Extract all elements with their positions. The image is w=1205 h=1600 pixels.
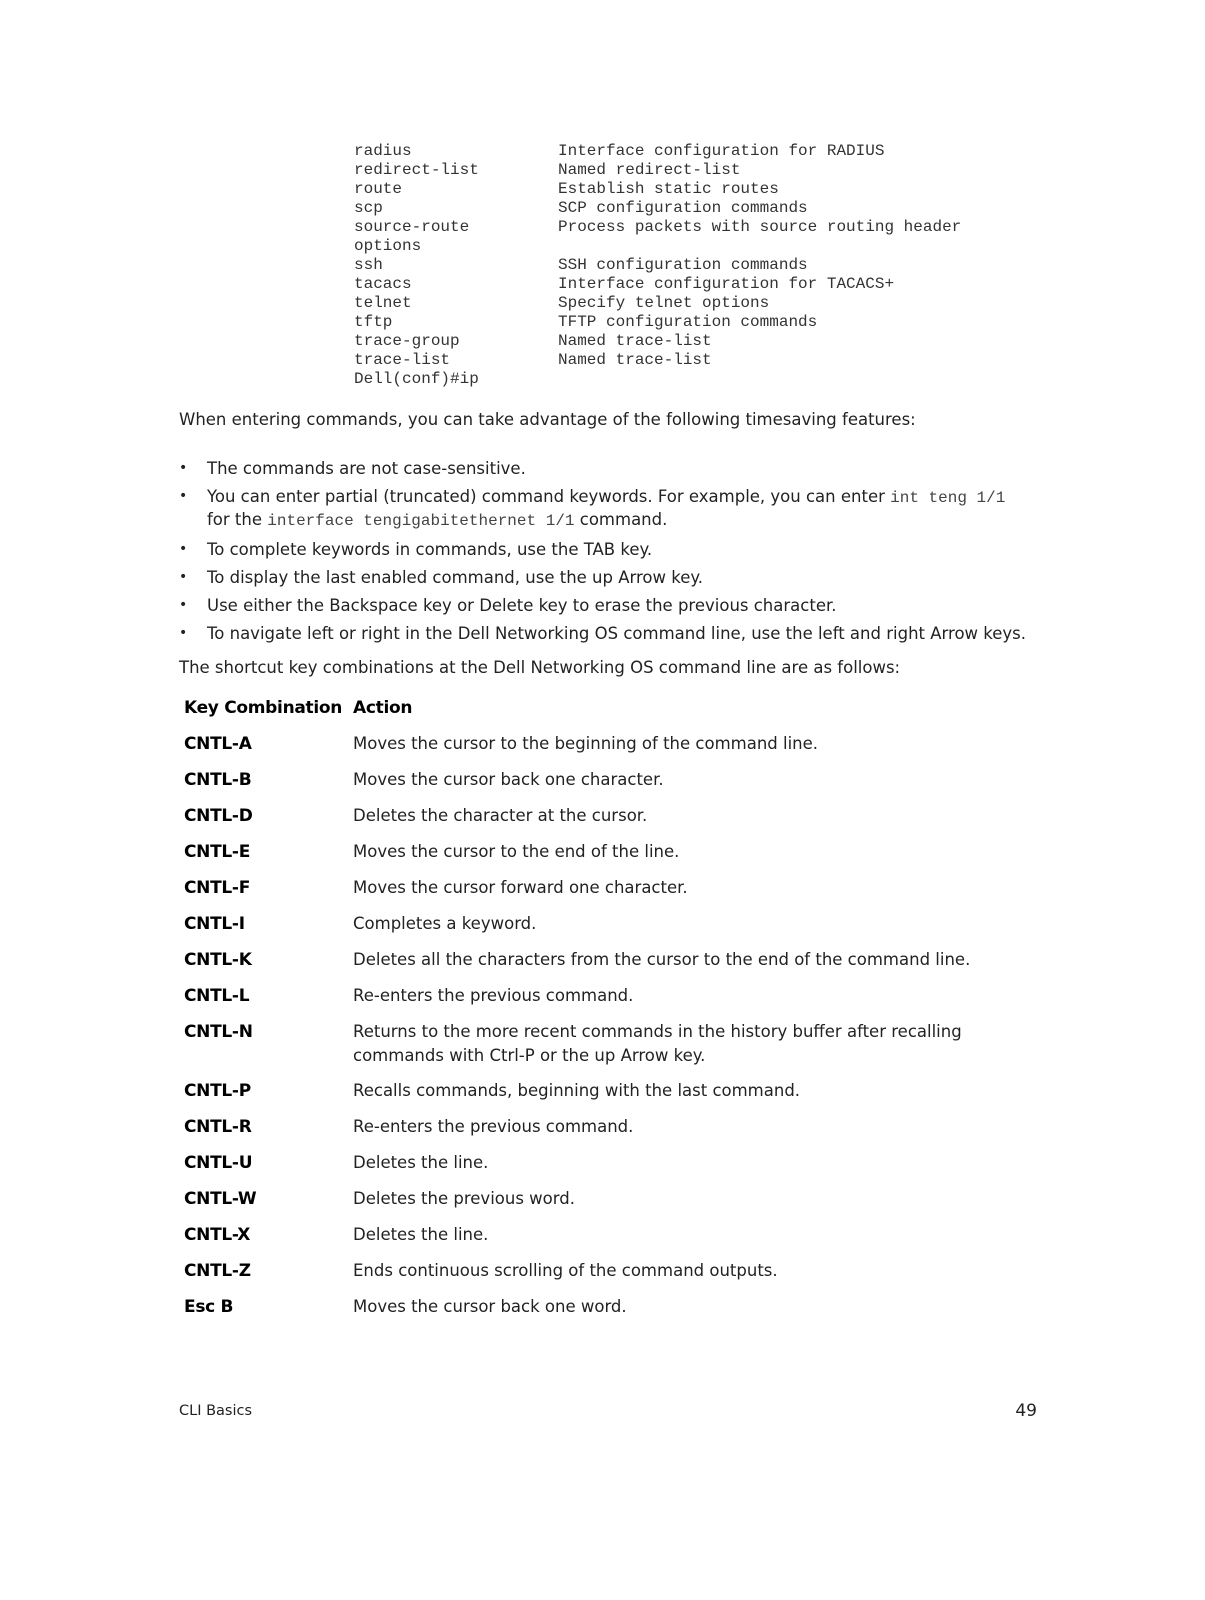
code-row — [354, 313, 1054, 332]
code-row — [354, 142, 1054, 161]
table-row — [184, 840, 1044, 865]
list-item — [179, 539, 1039, 560]
table-row — [184, 1187, 1044, 1212]
intro-paragraph: When entering commands, you can take advantage of the following timesaving features: — [179, 410, 916, 429]
code-description: Interface configuration for RADIUS — [558, 142, 885, 160]
table-row — [184, 1115, 1044, 1140]
feature-bullet-list — [179, 458, 1039, 651]
table-row — [184, 1020, 1044, 1068]
shortcut-table — [184, 696, 1044, 1331]
action-cell: Moves the cursor forward one character. — [353, 878, 688, 897]
key-cell: CNTL-P — [184, 1081, 251, 1101]
code-command: source-route — [354, 218, 470, 236]
code-command: trace-group — [354, 332, 460, 350]
key-cell: CNTL-U — [184, 1153, 253, 1173]
action-cell: Re-enters the previous command. — [353, 986, 634, 1005]
action-cell: Deletes the line. — [353, 1225, 489, 1244]
bullet-text: To display the last enabled command, use the up Arrow key. — [207, 568, 704, 587]
footer-section-title: CLI Basics — [179, 1403, 253, 1419]
bullet-text: To navigate left or right in the Dell Networking OS command line, use the left and right Arrow keys. — [207, 624, 1026, 643]
table-row — [184, 1223, 1044, 1248]
code-command: options — [354, 237, 422, 255]
key-cell: CNTL-I — [184, 914, 245, 934]
bullet-icon: • — [179, 488, 188, 504]
table-row — [184, 984, 1044, 1009]
list-item — [179, 458, 1039, 479]
code-command: tacacs — [354, 275, 412, 293]
code-row — [354, 351, 1054, 370]
action-cell: Recalls commands, beginning with the last command. — [353, 1081, 801, 1100]
code-row — [354, 199, 1054, 218]
code-description: Named trace-list — [558, 351, 712, 369]
page-number: 49 — [1015, 1401, 1037, 1421]
key-cell: CNTL-D — [184, 806, 253, 826]
code-description: TFTP configuration commands — [558, 313, 818, 331]
column-header-action: Action — [353, 698, 413, 718]
action-cell: Moves the cursor to the beginning of the command line. — [353, 734, 819, 753]
table-row — [184, 768, 1044, 793]
code-row — [354, 332, 1054, 351]
list-item — [179, 595, 1039, 616]
key-cell: CNTL-E — [184, 842, 251, 862]
action-cell: Deletes the line. — [353, 1153, 489, 1172]
bullet-icon: • — [179, 569, 188, 585]
bullet-text: Use either the Backspace key or Delete key to erase the previous character. — [207, 596, 837, 615]
table-row — [184, 1295, 1044, 1320]
column-header-key: Key Combination — [184, 698, 343, 718]
code-row — [354, 294, 1054, 313]
key-cell: CNTL-A — [184, 734, 252, 754]
bullet-icon: • — [179, 625, 188, 641]
code-command: telnet — [354, 294, 412, 312]
code-description: Interface configuration for TACACS+ — [558, 275, 895, 293]
code-row — [354, 237, 1054, 256]
key-cell: CNTL-N — [184, 1022, 253, 1042]
key-cell: CNTL-B — [184, 770, 252, 790]
bullet-icon: • — [179, 597, 188, 613]
bullet-icon: • — [179, 541, 188, 557]
bullet-text: The commands are not case-sensitive. — [207, 459, 526, 478]
code-row — [354, 370, 1054, 389]
code-row — [354, 161, 1054, 180]
table-row — [184, 804, 1044, 829]
code-description: Process packets with source routing header — [558, 218, 962, 236]
action-cell: Deletes the previous word. — [353, 1189, 575, 1208]
bullet-text: To complete keywords in commands, use the TAB key. — [207, 540, 653, 559]
table-row — [184, 1079, 1044, 1104]
key-cell: Esc B — [184, 1297, 234, 1317]
code-row — [354, 180, 1054, 199]
code-description: SSH configuration commands — [558, 256, 808, 274]
action-cell: Deletes the character at the cursor. — [353, 806, 648, 825]
inline-code: int teng 1/1 — [890, 489, 1006, 507]
code-row — [354, 218, 1054, 237]
list-item — [179, 623, 1039, 644]
inline-code: interface tengigabitethernet 1/1 — [267, 512, 575, 530]
action-cell: Completes a keyword. — [353, 914, 537, 933]
code-command: ssh — [354, 256, 383, 274]
key-cell: CNTL-R — [184, 1117, 252, 1137]
shortcut-paragraph: The shortcut key combinations at the Dell Networking OS command line are as follows: — [179, 658, 901, 677]
list-item — [179, 486, 1039, 532]
key-cell: CNTL-F — [184, 878, 251, 898]
code-row — [354, 275, 1054, 294]
table-row — [184, 732, 1044, 757]
code-description: SCP configuration commands — [558, 199, 808, 217]
code-command: radius — [354, 142, 412, 160]
code-description: Establish static routes — [558, 180, 779, 198]
action-cell: Moves the cursor back one character. — [353, 770, 664, 789]
key-cell: CNTL-L — [184, 986, 250, 1006]
code-command: tftp — [354, 313, 393, 331]
key-cell: CNTL-W — [184, 1189, 257, 1209]
key-cell: CNTL-Z — [184, 1261, 251, 1281]
code-command: scp — [354, 199, 383, 217]
code-command: Dell(conf)#ip — [354, 370, 479, 388]
table-row — [184, 912, 1044, 937]
code-description — [558, 370, 1054, 389]
code-row — [354, 256, 1054, 275]
list-item — [179, 567, 1039, 588]
code-description — [558, 237, 1054, 256]
action-cell: Deletes all the characters from the cursor to the end of the command line. — [353, 950, 971, 969]
code-command: route — [354, 180, 403, 198]
table-row — [184, 948, 1044, 973]
code-description: Specify telnet options — [558, 294, 770, 312]
action-cell: Returns to the more recent commands in the history buffer after recalling commands with Ctrl-P or the up Arrow key. — [353, 1022, 962, 1065]
code-command: redirect-list — [354, 161, 479, 179]
table-row — [184, 1151, 1044, 1176]
bullet-text: You can enter partial (truncated) command keywords. For example, you can enter — [207, 487, 891, 506]
action-cell: Re-enters the previous command. — [353, 1117, 634, 1136]
table-row — [184, 876, 1044, 901]
key-cell: CNTL-X — [184, 1225, 251, 1245]
action-cell: Ends continuous scrolling of the command outputs. — [353, 1261, 778, 1280]
table-header-row — [184, 696, 1044, 721]
code-command: trace-list — [354, 351, 451, 369]
bullet-icon: • — [179, 460, 188, 476]
bullet-text: for the — [207, 510, 268, 529]
key-cell: CNTL-K — [184, 950, 252, 970]
code-description: Named trace-list — [558, 332, 712, 350]
table-row — [184, 1259, 1044, 1284]
code-description: Named redirect-list — [558, 161, 741, 179]
bullet-text: command. — [574, 510, 668, 529]
action-cell: Moves the cursor to the end of the line. — [353, 842, 680, 861]
action-cell: Moves the cursor back one word. — [353, 1297, 627, 1316]
cli-code-block — [354, 142, 1054, 389]
